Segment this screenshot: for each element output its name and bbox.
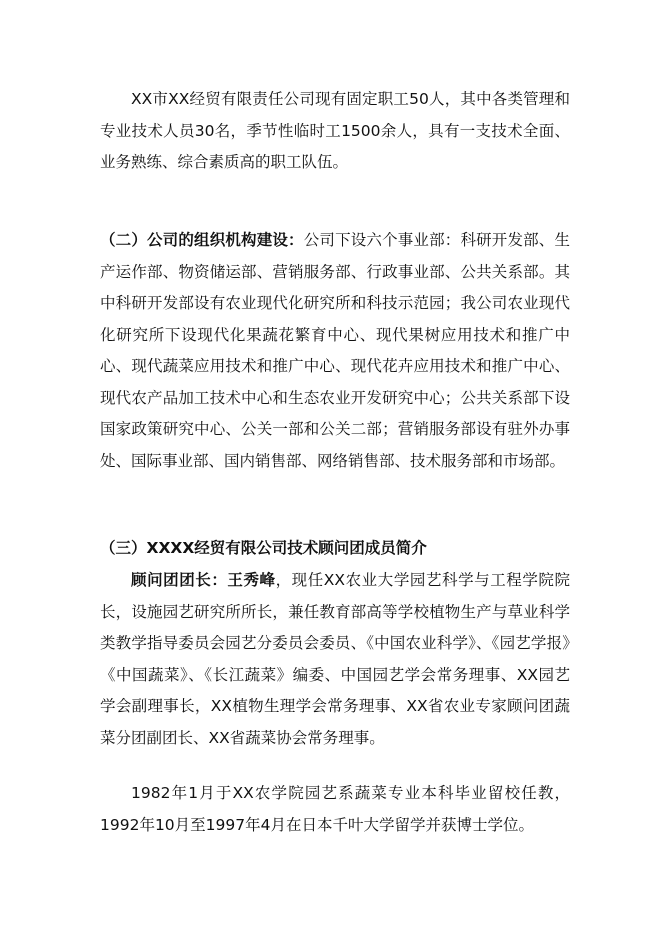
team-leader-text: ，现任XX农业大学园艺科学与工程学院院长，设施园艺研究所所长，兼任教育部高等学校植物生产与草业科学类教学指导委员会园艺分委员会委员、《中国农业科学》、《园艺学报》《中国蔬菜》、《长江蔬菜》编委、中国园艺学会常务理事、XX园艺学会副理事长，XX植物生理学会常务理事、XX省农业专家顾问团蔬菜分团副团长、XX省蔬菜协会常务理事。 [100,571,570,747]
company-staff-paragraph [100,84,570,179]
advisory-team-heading-paragraph [100,533,570,565]
team-leader-heading: 顾问团团长：王秀峰 [131,571,276,589]
career-history-text: 1982年1月于XX农学院园艺系蔬菜专业本科毕业留校任教，1992年10月至1997年4月在日本千叶大学留学并获博士学位。 [100,784,570,834]
advisory-team-heading: （三）XXXX经贸有限公司技术顾问团成员简介 [100,539,427,557]
org-structure-paragraph [100,225,570,477]
company-staff-text: XX市XX经贸有限责任公司现有固定职工50人，其中各类管理和专业技术人员30名，季节性临时工1500余人，具有一支技术全面、业务熟练、综合素质高的职工队伍。 [100,90,570,171]
team-leader-paragraph [100,565,570,754]
org-structure-heading: （二）公司的组织机构建设： [100,231,304,249]
org-structure-text: 公司下设六个事业部：科研开发部、生产运作部、物资储运部、营销服务部、行政事业部、公共关系部。其中科研开发部设有农业现代化研究所和科技示范园；我公司农业现代化研究所下设现代化果蔬花繁育中心、现代果树应用技术和推广中心、现代蔬菜应用技术和推广中心、现代花卉应用技术和推广中心、现代农产品加工技术中心和生态农业开发研究中心；公共关系部下设国家政策研究中心、公关一部和公关二部；营销服务部设有驻外办事处、国际事业部、国内销售部、网络销售部、技术服务部和市场部。 [100,231,570,470]
career-history-paragraph [100,778,570,841]
